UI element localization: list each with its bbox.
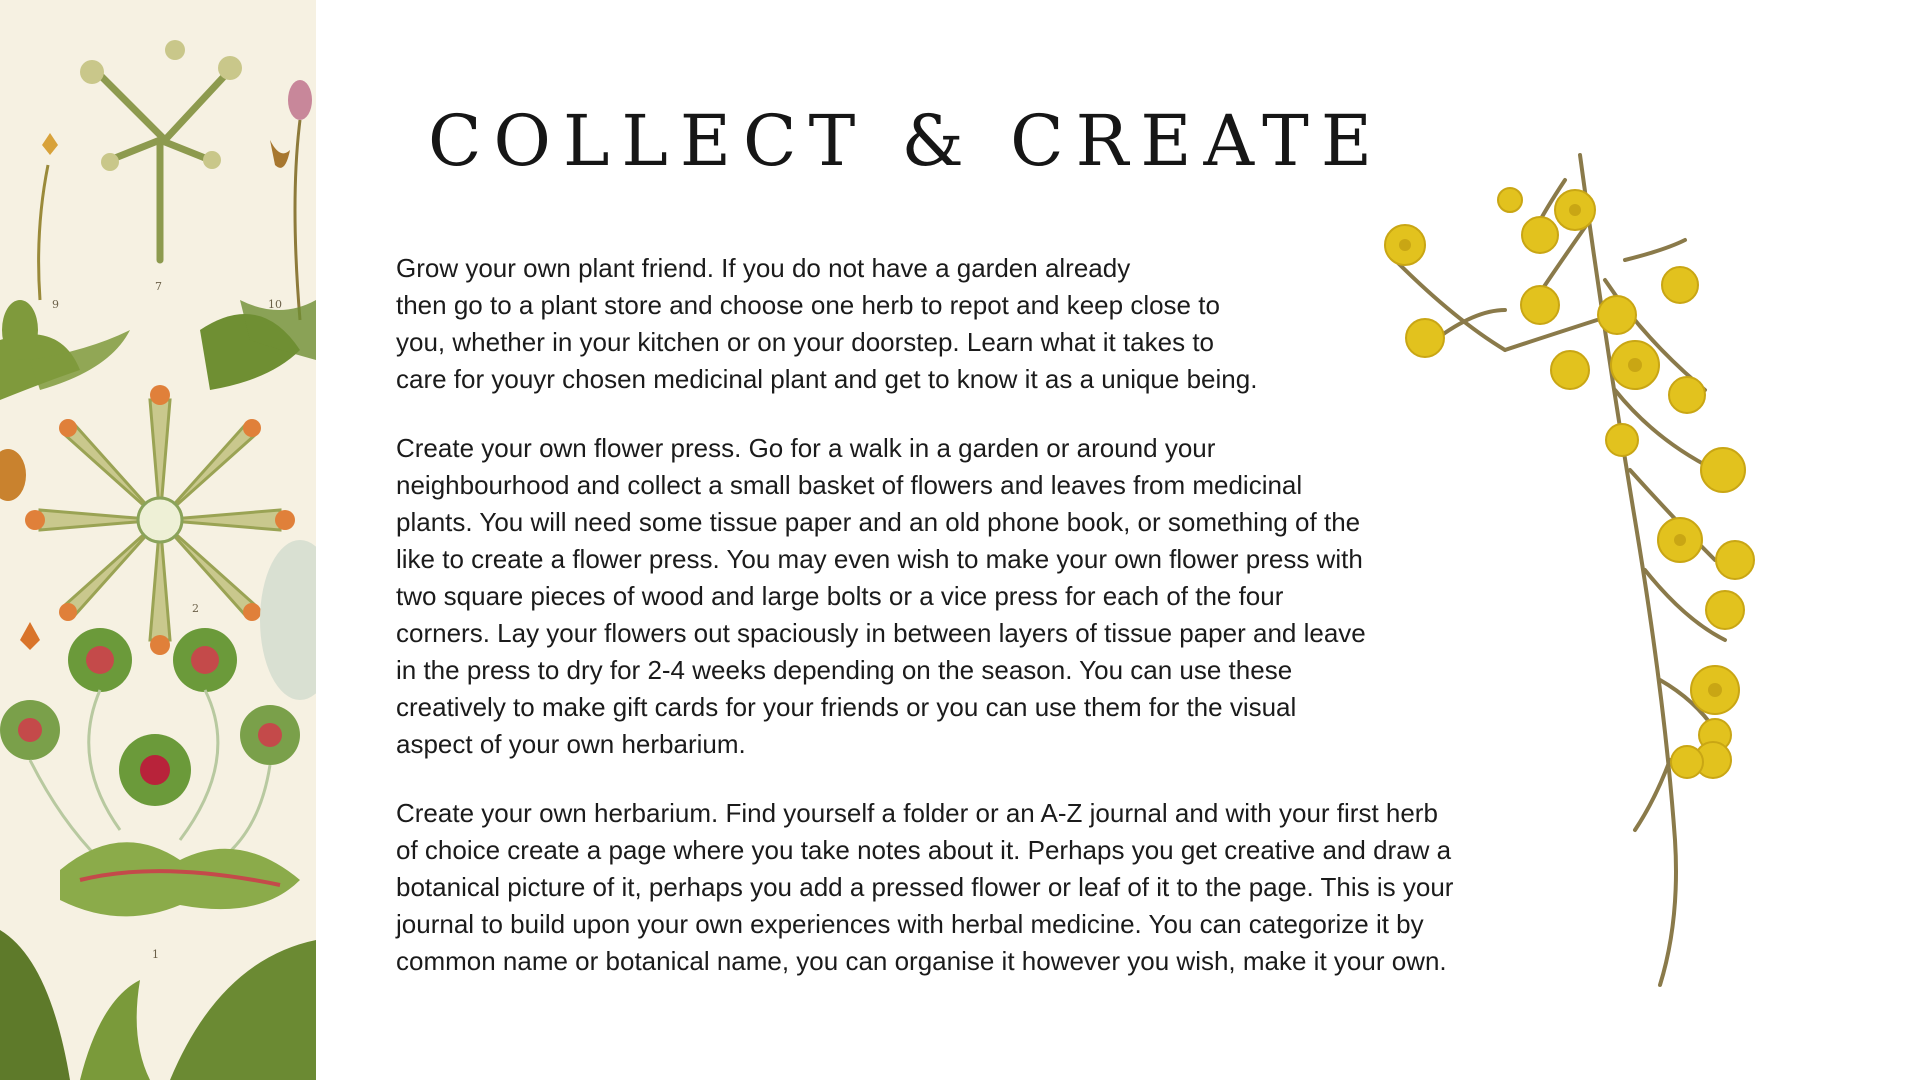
page-title: COLLECT & CREATE <box>428 100 1384 182</box>
text-line: aspect of your own herbarium. <box>396 729 746 759</box>
plate-label-9: 9 <box>52 298 59 311</box>
botanical-illustration-panel <box>0 0 316 1080</box>
plate-label-1: 1 <box>152 948 159 961</box>
botanical-plate-illustration <box>0 0 316 1080</box>
plate-label-2: 2 <box>192 602 199 615</box>
text-line: botanical picture of it, perhaps you add a pressed flower or leaf of it to the page. This is your <box>396 872 1454 902</box>
mimosa-branch-illustration <box>1375 140 1775 1000</box>
plate-label-7: 7 <box>155 280 162 293</box>
text-line: you, whether in your kitchen or on your doorstep. Learn what it takes to <box>396 327 1215 357</box>
text-line: plants. You will need some tissue paper and an old phone book, or something of the <box>396 507 1361 537</box>
text-line: neighbourhood and collect a small basket of flowers and leaves from medicinal <box>396 470 1303 500</box>
text-line: Create your own herbarium. Find yourself a folder or an A-Z journal and with your first herb <box>396 798 1438 828</box>
plate-label-10: 10 <box>268 298 282 311</box>
text-line: creatively to make gift cards for your friends or you can use them for the visual <box>396 692 1297 722</box>
text-line: common name or botanical name, you can organise it however you wish, make it your own. <box>396 946 1447 976</box>
text-line: then go to a plant store and choose one herb to repot and keep close to <box>396 290 1220 320</box>
text-line: corners. Lay your flowers out spaciously in between layers of tissue paper and leave <box>396 618 1366 648</box>
text-line: of choice create a page where you take notes about it. Perhaps you get creative and draw a <box>396 835 1452 865</box>
text-line: like to create a flower press. You may even wish to make your own flower press with <box>396 544 1363 574</box>
text-line: Create your own flower press. Go for a walk in a garden or around your <box>396 433 1216 463</box>
text-line: care for youyr chosen medicinal plant and get to know it as a unique being. <box>396 364 1258 394</box>
text-line: two square pieces of wood and large bolts or a vice press for each of the four <box>396 581 1284 611</box>
text-line: Grow your own plant friend. If you do not have a garden already <box>396 253 1131 283</box>
text-line: journal to build upon your own experiences with herbal medicine. You can categorize it by <box>396 909 1424 939</box>
text-line: in the press to dry for 2-4 weeks depending on the season. You can use these <box>396 655 1293 685</box>
